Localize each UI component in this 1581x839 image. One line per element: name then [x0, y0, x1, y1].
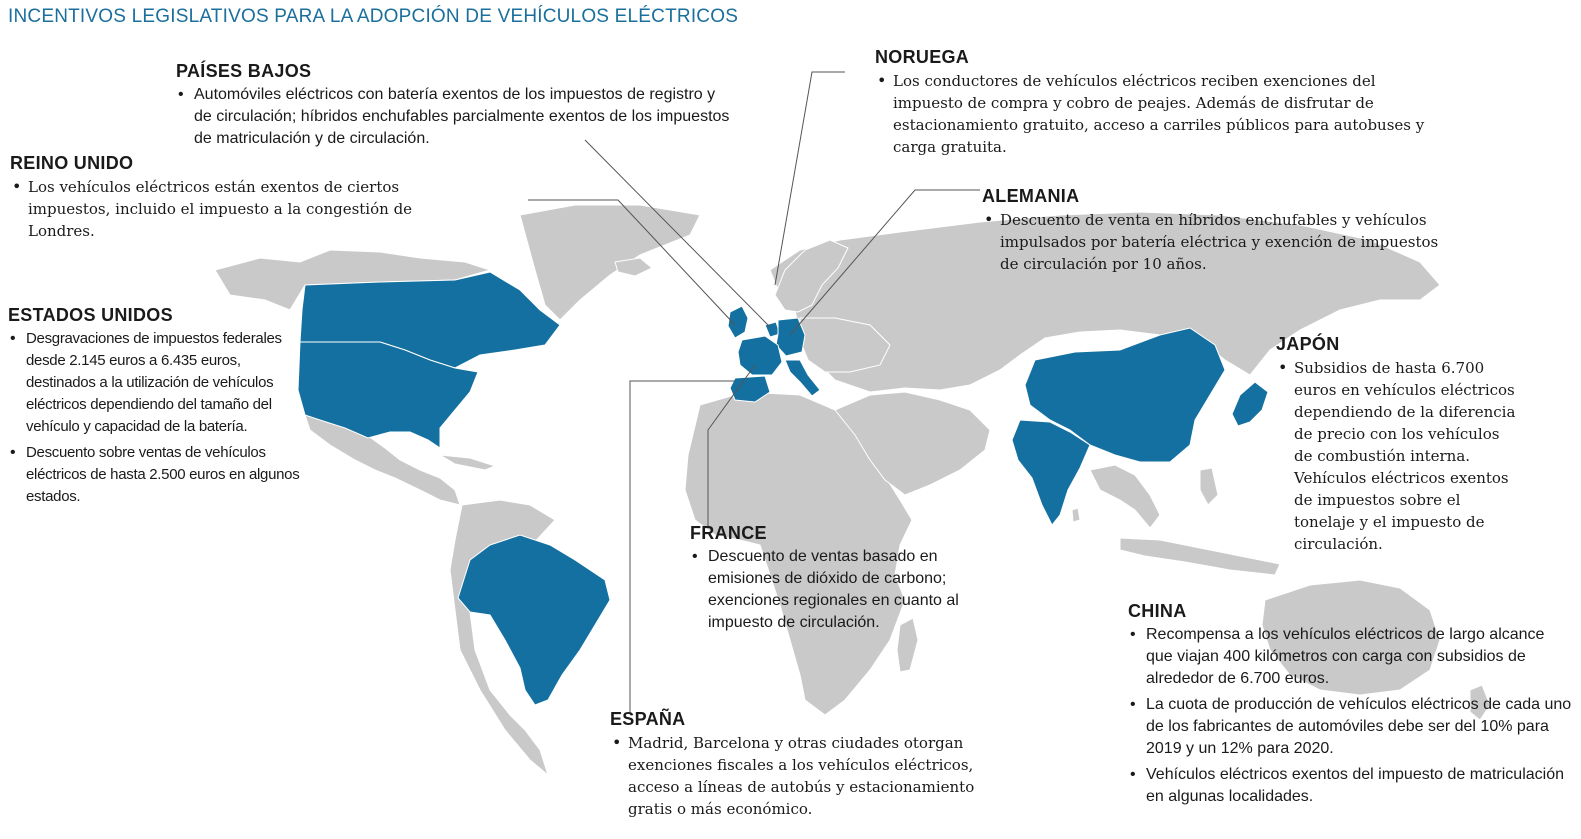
germany: [776, 318, 805, 356]
info-united-kingdom: [10, 152, 460, 246]
sri-lanka: [1072, 508, 1080, 522]
iceland: [615, 258, 652, 276]
info-netherlands: [176, 60, 736, 154]
info-japan: [1276, 333, 1516, 559]
philippines: [1200, 468, 1218, 505]
country-name: ESTADOS UNIDOS: [8, 305, 173, 325]
country-name: NORUEGA: [875, 47, 970, 67]
info-germany: [982, 185, 1457, 279]
bullet-item: • Desgravaciones de impuestos federales desde 2.145 euros a 6.435 euros, destinados a la utilización de vehículos eléctricos dependiendo del tamaño del vehículo y capacidad de la batería.: [8, 328, 304, 438]
bullet-item: • Los conductores de vehículos eléctricos reciben exenciones del impuesto de compra y cobro de peajes. Además de disfrutar de estacionamiento gratuito, acceso a carriles públicos para autobuses y carga gratuita.: [875, 70, 1435, 158]
bullet-item: • Descuento de venta en híbridos enchufables y vehículos impulsados por batería eléctrica y exención de impuestos de circulación por 10 años.: [982, 209, 1457, 275]
bullet-item: • Descuento sobre ventas de vehículos eléctricos de hasta 2.500 euros en algunos estados.: [8, 442, 304, 508]
bullet-item: • Recompensa a los vehículos eléctricos de largo alcance que viajan 400 kilómetros con carga con subsidios de alrededor de 6.700 euros.: [1128, 624, 1573, 690]
france: [738, 336, 782, 375]
bullet-item: • Automóviles eléctricos con batería exentos de los impuestos de registro y de circulación; híbridos enchufables parcialmente exentos de los impuestos de matriculación y de circulación.: [176, 84, 736, 150]
bullet-item: • Madrid, Barcelona y otras ciudades otorgan exenciones fiscales a los vehículos eléctricos, acceso a líneas de autobús y estacionamiento gratis o más económico.: [610, 732, 1010, 820]
caribbean: [440, 455, 495, 470]
bullet-item: • Subsidios de hasta 6.700 euros en vehículos eléctricos dependiendo de la diferencia de precio con los vehículos de combustión interna. Vehículos eléctricos exentos de impuestos sobre el tonelaje y el impuesto de circulación.: [1276, 357, 1516, 555]
country-name: PAÍSES BAJOS: [176, 61, 312, 81]
italy: [785, 360, 820, 396]
japan: [1232, 382, 1268, 426]
country-name: JAPÓN: [1276, 334, 1340, 354]
southeast-asia: [1090, 465, 1160, 528]
country-name: REINO UNIDO: [10, 153, 134, 173]
info-france: [690, 522, 990, 638]
bullet-item: • La cuota de producción de vehículos eléctricos de cada uno de los fabricantes de automóviles debe ser del 10% para 2019 y un 12% para 2020.: [1128, 694, 1573, 760]
info-norway: [875, 46, 1435, 162]
info-united-states: [8, 304, 304, 512]
info-china: [1128, 600, 1573, 812]
greenland: [520, 205, 700, 320]
bullet-item: • Descuento de ventas basado en emisiones de dióxido de carbono; exenciones regionales en cuanto al impuesto de circulación.: [690, 546, 990, 634]
info-spain: [610, 708, 1010, 824]
country-name: FRANCE: [690, 523, 767, 543]
bullet-item: • Vehículos eléctricos exentos del impuesto de matriculación en algunas localidades.: [1128, 764, 1573, 808]
map-title: INCENTIVOS LEGISLATIVOS PARA LA ADOPCIÓN DE VEHÍCULOS ELÉCTRICOS: [8, 6, 739, 27]
bullet-item: • Los vehículos eléctricos están exentos de ciertos impuestos, incluido el impuesto a la congestión de Londres.: [10, 176, 460, 242]
country-name: ESPAÑA: [610, 709, 686, 729]
country-name: ALEMANIA: [982, 186, 1080, 206]
indonesia: [1120, 538, 1280, 575]
united-kingdom: [728, 306, 748, 338]
country-name: CHINA: [1128, 601, 1187, 621]
